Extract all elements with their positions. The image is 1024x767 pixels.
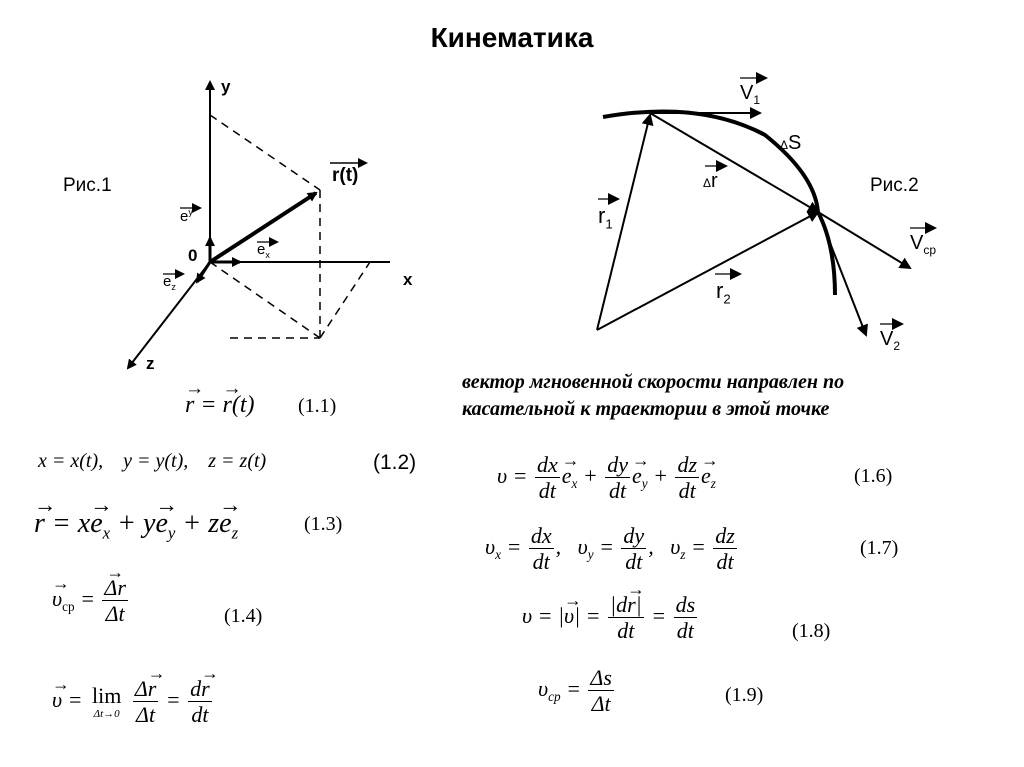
vcp-label: $V_{ср}$ bbox=[910, 232, 937, 257]
equation-number-1-8: (1.8) bbox=[792, 620, 831, 642]
z-axis-label: z bbox=[146, 354, 155, 373]
delta-s-label: ΔS bbox=[780, 132, 802, 154]
velocity-note-line-1: вектор мгновенной скорости направлен по bbox=[462, 371, 845, 393]
figure-1-label: Рис.1 bbox=[63, 175, 112, 196]
equation-number-1-9: (1.9) bbox=[725, 684, 764, 706]
r1-label: $r_1$ bbox=[598, 203, 613, 232]
v2-vector bbox=[818, 212, 866, 335]
equation-1-5: → υ = lim Δt→0 $\frac{\Delta\to r}{\Delta t}$ = $\frac{d\to r}{dt}$ bbox=[52, 676, 214, 728]
equation-1-6: υ = $\frac{dx}{dt}$ → $e_x$ + $\frac{dy}{dt}$ → $e_y$ + $\frac{dz}{dt}$ → $e_z$ bbox=[497, 452, 716, 504]
ey-label: $e_y$ bbox=[180, 207, 193, 225]
equation-number-1-6: (1.6) bbox=[854, 465, 893, 487]
equation-number-1-2: (1.2) bbox=[373, 451, 417, 474]
v1-label: $V_1$ bbox=[740, 82, 761, 107]
x-axis-label: x bbox=[403, 270, 413, 289]
equation-number-1-3: (1.3) bbox=[304, 513, 343, 535]
y-axis-label: y bbox=[221, 77, 231, 96]
delta-r-label: Δr bbox=[703, 170, 718, 192]
equation-1-4: → $\upsilon_{ср}$ = → $\frac{\Delta r}{\Delta t}$ bbox=[52, 575, 130, 627]
r2-label: $r_2$ bbox=[716, 278, 731, 307]
figure-2-label: Рис.2 bbox=[870, 175, 919, 196]
equation-number-1-4: (1.4) bbox=[224, 605, 263, 627]
equation-1-7: $\upsilon_x$ = $\frac{dx}{dt}$ , $\upsilon_y$ = $\frac{dy}{dt}$ , $\upsilon_z$ = $\frac{dz}{dt}$ bbox=[485, 523, 735, 575]
v2-label: $V_2$ bbox=[880, 328, 901, 353]
equation-1-3: → $r = x\to e_x + y\to e_y + z\to e_z$ bbox=[34, 508, 238, 544]
r2-vector bbox=[597, 212, 818, 330]
ex-label: $e_x$ bbox=[257, 241, 270, 260]
velocity-note-line-2: касательной к траектории в этой точке bbox=[462, 398, 830, 420]
ez-label: $e_z$ bbox=[163, 273, 176, 292]
equation-1-8: υ = |→ υ| = $\frac{|d\to r|}{dt}$ = $\frac{ds}{dt}$ bbox=[522, 592, 699, 644]
page-title: Кинематика bbox=[430, 22, 594, 53]
equation-number-1-7: (1.7) bbox=[860, 537, 899, 559]
r-vector-label: r(t) bbox=[332, 165, 359, 186]
equation-1-2: x = x(t), y = y(t), z = z(t) bbox=[38, 450, 267, 472]
equation-number-1-1: (1.1) bbox=[298, 395, 337, 417]
equation-1-1: → r = → r(t) bbox=[185, 392, 255, 419]
origin-label: 0 bbox=[188, 246, 198, 265]
equation-1-9: $\upsilon_{cp}$ = $\frac{\Delta s}{\Delta t}$ bbox=[538, 665, 612, 717]
